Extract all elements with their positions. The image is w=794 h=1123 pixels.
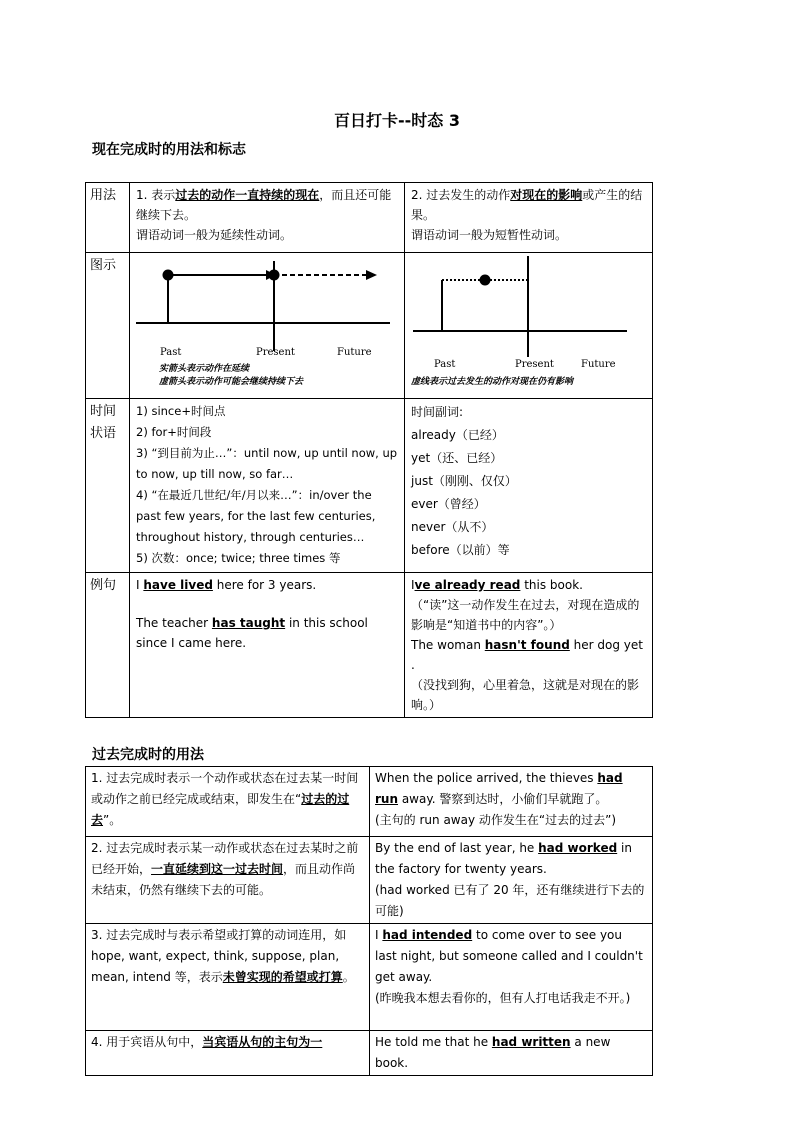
example-right: Ive already read this book. （“读”这一动作发生在过去，对现在造成的影响是“知道书中的内容”。） The woman hasn't found her dog yet . （没找到狗，心里着急，这就是对现在的影响。） (405, 573, 653, 718)
underlined-phrase: 过去的动作一直持续的现在 (175, 188, 320, 202)
rule-3: 3. 过去完成时与表示希望或打算的动词连用，如 hope, want, expect, think, suppose, plan, mean, intend 等，表示未曾实现的希望或打算。 (86, 924, 370, 1031)
label-example: 例句 (86, 573, 130, 718)
label-usage: 用法 (86, 183, 130, 253)
past-perfect-table (85, 766, 653, 1076)
svg-text:Present: Present (515, 359, 554, 370)
usage-right: 2. 过去发生的动作对现在的影响或产生的结果。 谓语动词一般为短暂性动词。 (405, 183, 653, 253)
table-row (86, 1031, 653, 1076)
start-dot (163, 270, 174, 281)
timeline-effect-diagram (405, 253, 653, 392)
example-1: When the police arrived, the thieves had run away. 警察到达时，小偷们早就跑了。 (主句的 run away 动作发生在“过去的过去”) (370, 767, 653, 837)
section-heading-past-perfect: 过去完成时的用法 (92, 747, 204, 763)
present-perfect-table (85, 182, 653, 718)
underlined-phrase: 对现在的影响 (510, 188, 583, 202)
example-left: I have lived here for 3 years. The teacher has taught in this school since I came here. (130, 573, 405, 718)
time-right: 时间副词: already（已经） yet（还、已经） just（刚刚、仅仅） ever（曾经） never（从不） before（以前）等 (405, 399, 653, 573)
time-left: 1) since+时间点 2) for+时间段 3) “到目前为止…”：until now, up until now, up to now, up till now, so far… 4) “在最近几世纪/年/月以来…”：in/over the past few years, for the last few centuries, throughout history, through centuries… 5) 次数：once; twice; three times 等 (130, 399, 405, 573)
usage-left: 1. 表示过去的动作一直持续的现在，而且还可能继续下去。 谓语动词一般为延续性动词。 (130, 183, 405, 253)
svg-text:Future: Future (337, 347, 372, 358)
timeline-continuous-diagram (130, 253, 405, 392)
label-time: 时间状语 (86, 399, 130, 573)
svg-text:Past: Past (160, 347, 182, 358)
svg-text:实箭头表示动作在延续: 实箭头表示动作在延续 (159, 364, 250, 374)
row-time-expressions (86, 399, 653, 573)
svg-text:Present: Present (256, 347, 295, 358)
present-dot (269, 270, 280, 281)
svg-text:虚箭头表示动作可能会继续持续下去: 虚箭头表示动作可能会继续持续下去 (159, 377, 304, 387)
example-2: By the end of last year, he had worked in the factory for twenty years. (had worked 已有了 20 年，还有继续进行下去的可能) (370, 837, 653, 924)
table-row (86, 837, 653, 924)
table-row (86, 924, 653, 1031)
svg-text:Future: Future (581, 359, 616, 370)
rule-4: 4. 用于宾语从句中，当宾语从句的主句为一 (86, 1031, 370, 1076)
section-heading-present-perfect: 现在完成时的用法和标志 (92, 142, 246, 158)
svg-text:虚线表示过去发生的动作对现在仍有影响: 虚线表示过去发生的动作对现在仍有影响 (411, 377, 574, 387)
row-examples (86, 573, 653, 718)
label-diagram: 图示 (86, 253, 130, 399)
row-diagram (86, 253, 653, 399)
past-action-dot (480, 275, 491, 286)
example-4: He told me that he had written a new book. (370, 1031, 653, 1076)
row-usage (86, 183, 653, 253)
example-3: I had intended to come over to see you last night, but someone called and I couldn't get away. (昨晚我本想去看你的，但有人打电话我走不开。) (370, 924, 653, 1031)
page-title: 百日打卡--时态 3 (334, 111, 460, 130)
svg-text:Past: Past (434, 359, 456, 370)
table-row (86, 767, 653, 837)
rule-2: 2. 过去完成时表示某一动作或状态在过去某时之前已经开始，一直延续到这一过去时间，而且动作尚未结束，仍然有继续下去的可能。 (86, 837, 370, 924)
diagram-right (405, 253, 653, 399)
rule-1: 1. 过去完成时表示一个动作或状态在过去某一时间或动作之前已经完成或结束，即发生在“过去的过去”。 (86, 767, 370, 837)
diagram-left (130, 253, 405, 399)
